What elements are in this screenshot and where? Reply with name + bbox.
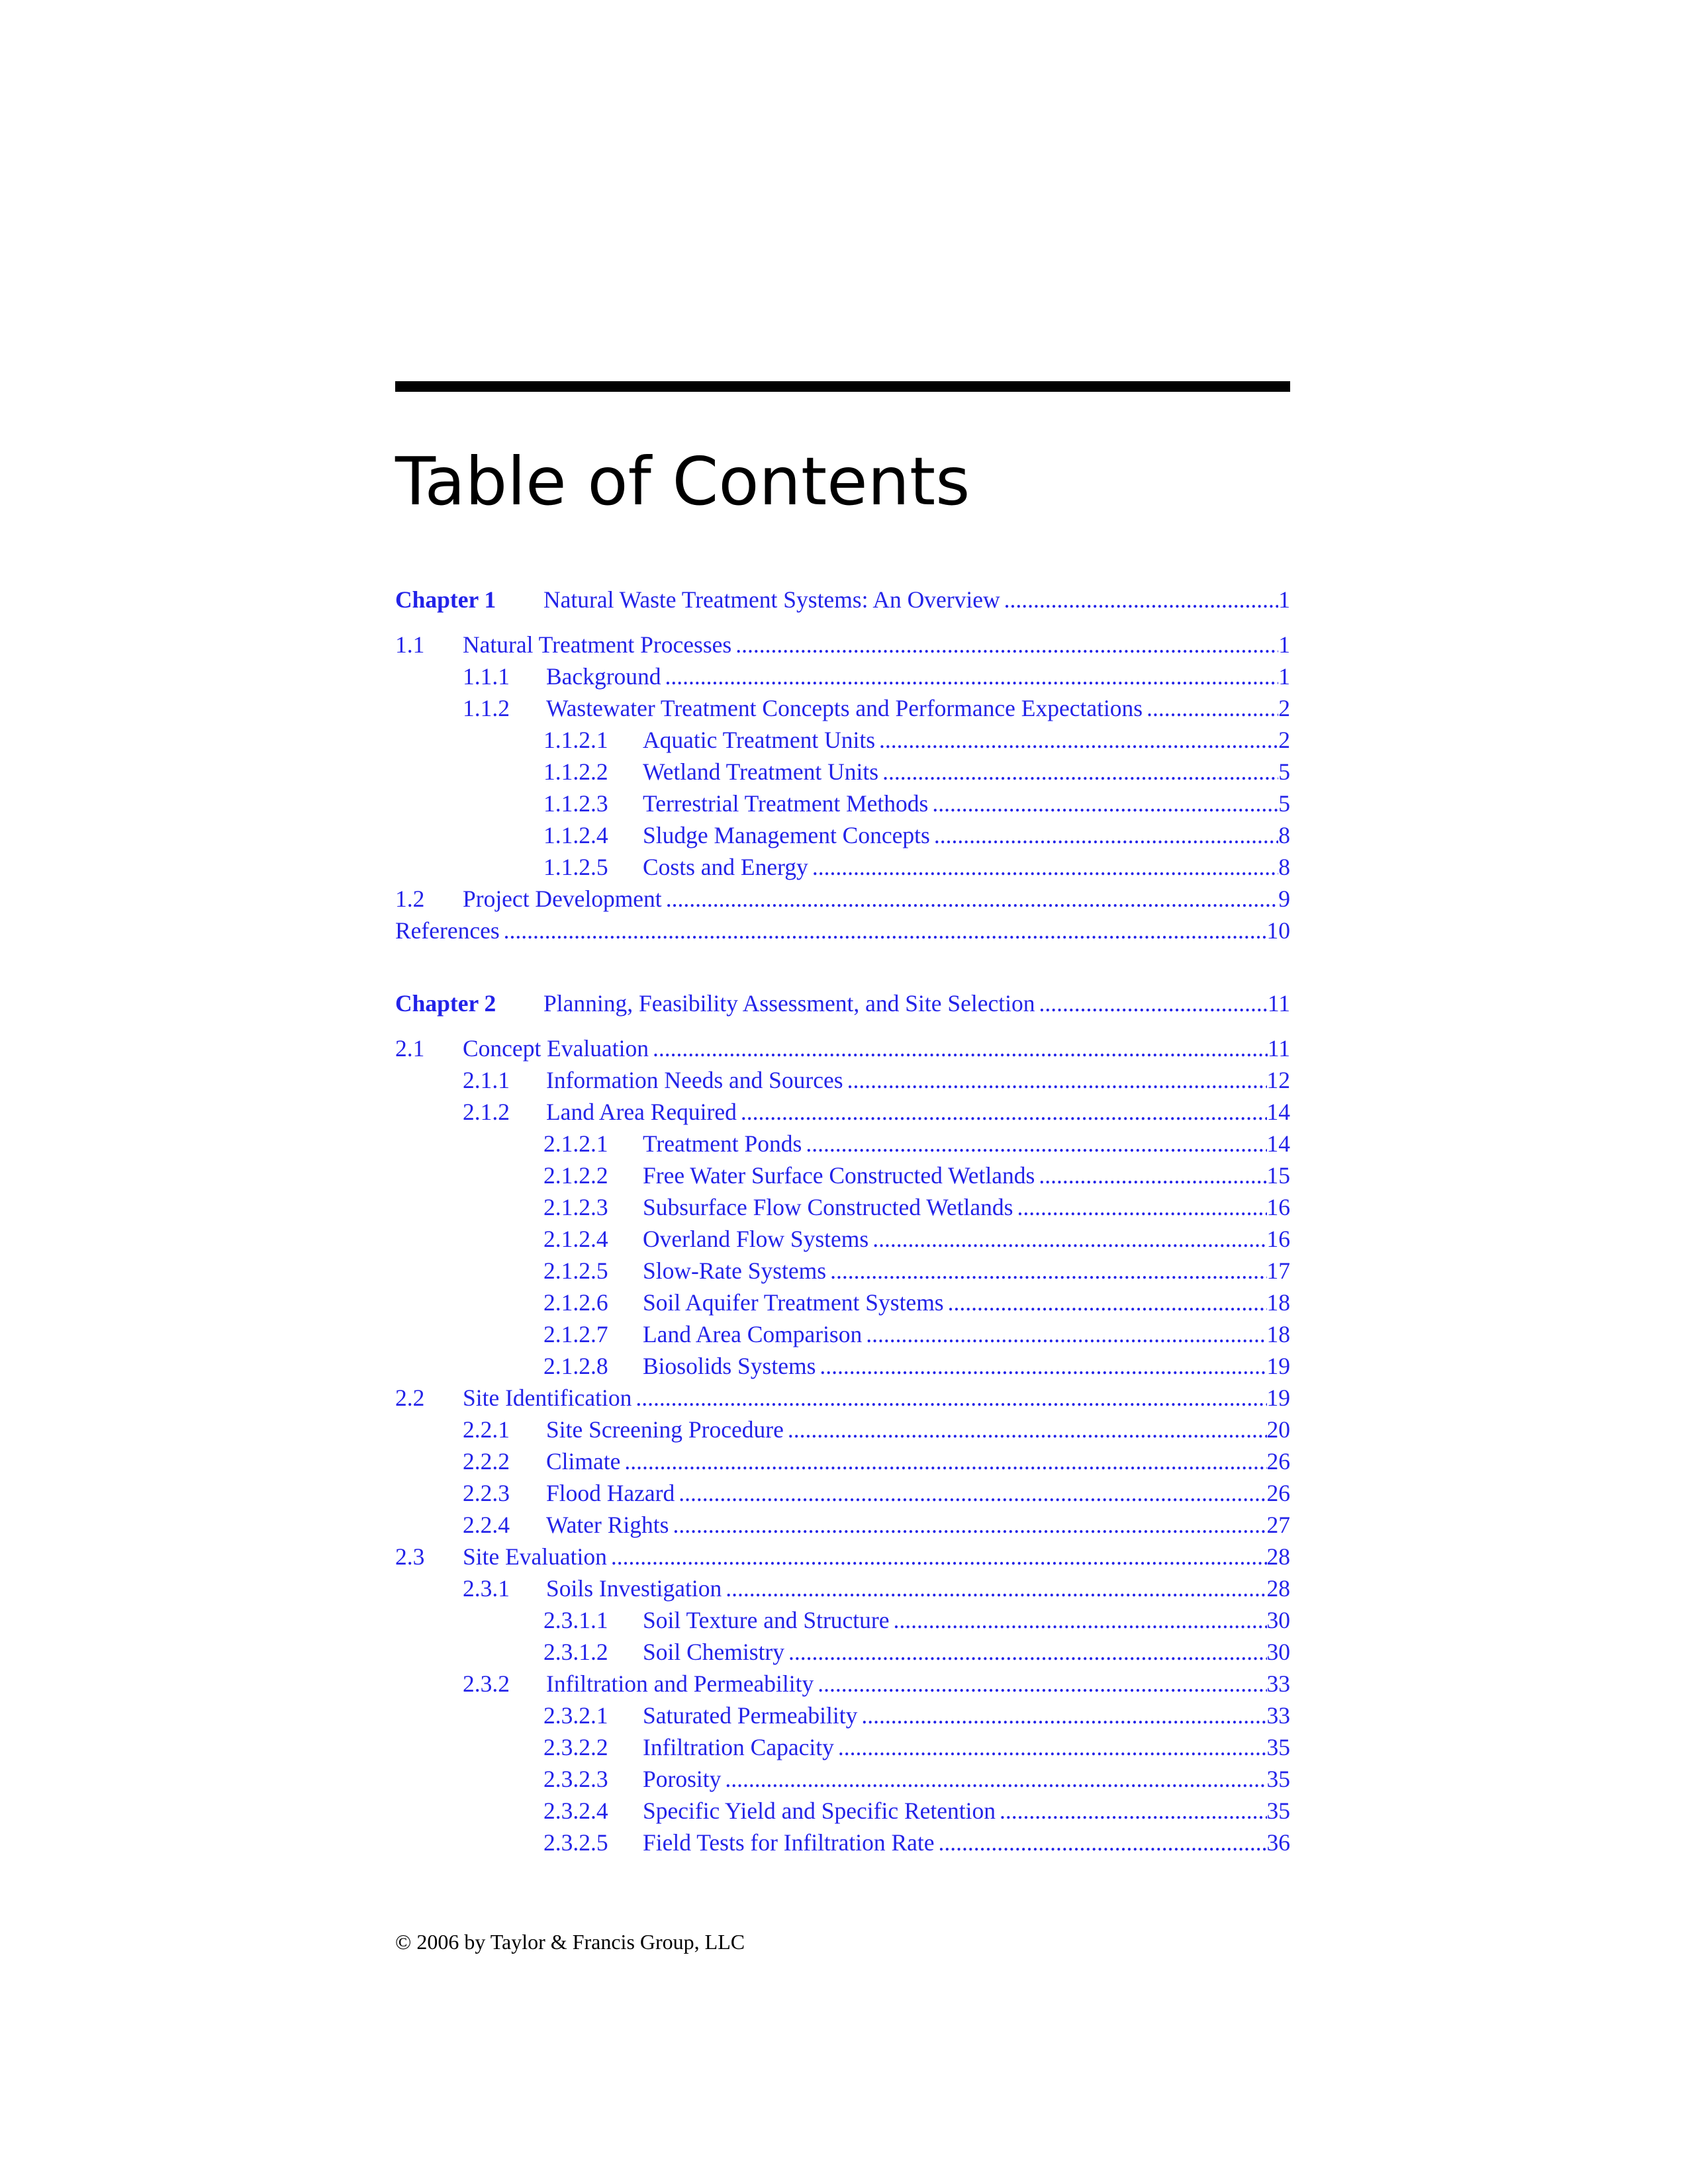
toc-entry-1-1-2-1[interactable] <box>543 724 1290 756</box>
toc-entry-2-3-2-5[interactable] <box>543 1827 1290 1858</box>
toc-label: Soil Texture and Structure <box>643 1607 890 1633</box>
toc-entry-2-3-2-2[interactable] <box>543 1731 1290 1763</box>
toc-entry-2-3-2[interactable] <box>463 1668 1290 1700</box>
toc-page-number: 28 <box>1266 1543 1290 1570</box>
toc-page-number: 9 <box>1278 886 1290 912</box>
toc-page-number: 2 <box>1278 695 1290 721</box>
toc-page-number: 14 <box>1266 1099 1290 1125</box>
toc-entry-2-1-2-6[interactable] <box>543 1287 1290 1318</box>
toc-page-number: 26 <box>1266 1480 1290 1506</box>
toc-leader-dots <box>1004 584 1279 615</box>
toc-label: Natural Waste Treatment Systems: An Overview <box>543 586 1000 613</box>
toc-number: 2.1.2.3 <box>543 1194 608 1220</box>
toc-leader-dots <box>894 1604 1267 1636</box>
toc-entry-2-3-1-1[interactable] <box>543 1604 1290 1636</box>
toc-label: Site Identification <box>463 1385 632 1411</box>
toc-entry-2-2-2[interactable] <box>463 1445 1290 1477</box>
toc-leader-dots <box>879 724 1278 756</box>
toc-number: 2.1 <box>395 1035 425 1062</box>
toc-leader-dots <box>1039 1160 1266 1191</box>
toc-entry-1-1-2-4[interactable] <box>543 819 1290 851</box>
toc-page-number: 33 <box>1266 1670 1290 1697</box>
toc-page-number: 2 <box>1278 727 1290 753</box>
toc-label: Project Development <box>463 886 662 912</box>
toc-entry-2-3-2-3[interactable] <box>543 1763 1290 1795</box>
toc-number: 1.2 <box>395 886 425 912</box>
toc-page-number: 12 <box>1266 1067 1290 1093</box>
toc-entry-2-2-4[interactable] <box>463 1509 1290 1541</box>
toc-number: 2.1.2.2 <box>543 1162 608 1189</box>
toc-page-number: 10 <box>1266 917 1290 944</box>
toc-label: Site Screening Procedure <box>546 1416 784 1443</box>
page-title: Table of Contents <box>395 443 970 520</box>
toc-page-number: 30 <box>1266 1639 1290 1665</box>
toc-page-number: 1 <box>1278 663 1290 690</box>
toc-page-number: 16 <box>1266 1194 1290 1220</box>
toc-leader-dots <box>624 1445 1266 1477</box>
toc-leader-dots <box>830 1255 1266 1287</box>
toc-label: Saturated Permeability <box>643 1702 858 1729</box>
toc-label: References <box>395 917 500 944</box>
toc-label: Overland Flow Systems <box>643 1226 869 1252</box>
toc-entry-2-3-1[interactable] <box>463 1572 1290 1604</box>
toc-number: 1.1.2 <box>463 695 510 721</box>
toc-label: Biosolids Systems <box>643 1353 816 1379</box>
toc-entry-2-1-2-7[interactable] <box>543 1318 1290 1350</box>
toc-leader-dots <box>735 629 1278 660</box>
toc-label: Infiltration and Permeability <box>546 1670 814 1697</box>
toc-number: 2.1.2.1 <box>543 1130 608 1157</box>
toc-page-number: 26 <box>1266 1448 1290 1475</box>
toc-entry-1-1-2[interactable] <box>463 692 1290 724</box>
toc-entry-1-1-1[interactable] <box>463 660 1290 692</box>
toc-entry-2-3-1-2[interactable] <box>543 1636 1290 1668</box>
toc-leader-dots <box>788 1414 1267 1445</box>
toc-entry-2-3[interactable] <box>395 1541 1290 1572</box>
toc-number: 2.1.2.8 <box>543 1353 608 1379</box>
toc-entry-1-1-2-3[interactable] <box>543 788 1290 819</box>
toc-leader-dots <box>665 660 1279 692</box>
toc-page-number: 5 <box>1278 758 1290 785</box>
toc-label: Sludge Management Concepts <box>643 822 930 848</box>
toc-page-number: 1 <box>1278 631 1290 658</box>
toc-number: 2.3.2.2 <box>543 1734 608 1760</box>
toc-label: Wastewater Treatment Concepts and Performance Expectations <box>546 695 1143 721</box>
toc-number: 2.1.2.7 <box>543 1321 608 1347</box>
toc-page-number: 20 <box>1266 1416 1290 1443</box>
toc-number: 2.1.2.4 <box>543 1226 608 1252</box>
toc-leader-dots <box>861 1700 1266 1731</box>
toc-leader-dots <box>939 1827 1267 1858</box>
toc-leader-dots <box>820 1350 1266 1382</box>
toc-number: 2.3.2.5 <box>543 1829 608 1856</box>
toc-leader-dots <box>635 1382 1266 1414</box>
toc-leader-dots <box>666 883 1279 915</box>
toc-page-number: 30 <box>1266 1607 1290 1633</box>
toc-entry-2-1[interactable] <box>395 1032 1290 1064</box>
toc-number: 2.2.2 <box>463 1448 510 1475</box>
copyright-footer: © 2006 by Taylor & Francis Group, LLC <box>395 1930 745 1954</box>
toc-page-number: 1 <box>1278 586 1290 613</box>
toc-number: 2.1.2 <box>463 1099 510 1125</box>
toc-label: Slow-Rate Systems <box>643 1257 827 1284</box>
toc-page-number: 16 <box>1266 1226 1290 1252</box>
toc-number: 2.3.2 <box>463 1670 510 1697</box>
toc-number: 2.3.2.1 <box>543 1702 608 1729</box>
toc-number: 2.3.1.2 <box>543 1639 608 1665</box>
toc-leader-dots <box>726 1572 1266 1604</box>
top-rule <box>395 381 1290 392</box>
toc-entry-1-2[interactable] <box>395 883 1290 915</box>
toc-page-number: 11 <box>1267 990 1290 1017</box>
toc-label: Natural Treatment Processes <box>463 631 732 658</box>
toc-number: Chapter 1 <box>395 586 496 613</box>
toc-leader-dots <box>741 1096 1267 1128</box>
toc-label: Flood Hazard <box>546 1480 675 1506</box>
toc-page-number: 18 <box>1266 1289 1290 1316</box>
toc-label: Soil Chemistry <box>643 1639 785 1665</box>
toc-leader-dots <box>932 788 1278 819</box>
toc-entry-2-1-2-2[interactable] <box>543 1160 1290 1191</box>
toc-leader-dots <box>653 1032 1268 1064</box>
toc-entry-2-1-2[interactable] <box>463 1096 1290 1128</box>
toc-entry-1-1-2-5[interactable] <box>543 851 1290 883</box>
toc-leader-dots <box>673 1509 1266 1541</box>
toc-leader-dots <box>725 1763 1266 1795</box>
toc-number: Chapter 2 <box>395 990 496 1017</box>
toc-leader-dots <box>818 1668 1266 1700</box>
toc-label: Subsurface Flow Constructed Wetlands <box>643 1194 1013 1220</box>
toc-number: 1.1.2.1 <box>543 727 608 753</box>
toc-page-number: 35 <box>1266 1734 1290 1760</box>
toc-page-number: 11 <box>1267 1035 1290 1062</box>
toc-entry-1-1-2-2[interactable] <box>543 756 1290 788</box>
toc-label: Treatment Ponds <box>643 1130 802 1157</box>
toc-page-number: 14 <box>1266 1130 1290 1157</box>
toc-leader-dots <box>847 1064 1267 1096</box>
toc-entry-2-3-2-4[interactable] <box>543 1795 1290 1827</box>
toc-entry-2-1-1[interactable] <box>463 1064 1290 1096</box>
toc-leader-dots <box>1000 1795 1266 1827</box>
toc-leader-dots <box>1147 692 1278 724</box>
toc-page-number: 17 <box>1266 1257 1290 1284</box>
toc-leader-dots <box>1039 987 1268 1019</box>
toc-number: 1.1.2.4 <box>543 822 608 848</box>
toc-leader-dots <box>812 851 1278 883</box>
toc-entry-2-1-2-3[interactable] <box>543 1191 1290 1223</box>
toc-page-number: 18 <box>1266 1321 1290 1347</box>
toc-number: 1.1 <box>395 631 425 658</box>
toc-entry-2-3-2-1[interactable] <box>543 1700 1290 1731</box>
toc-leader-dots <box>838 1731 1267 1763</box>
toc-number: 1.1.2.2 <box>543 758 608 785</box>
toc-page-number: 15 <box>1266 1162 1290 1189</box>
toc-leader-dots <box>866 1318 1266 1350</box>
toc-entry-chapter-2[interactable] <box>395 987 1290 1019</box>
toc-entry-2-1-2-8[interactable] <box>543 1350 1290 1382</box>
toc-number: 2.2 <box>395 1385 425 1411</box>
toc-page-number: 5 <box>1278 790 1290 817</box>
toc-number: 2.1.2.6 <box>543 1289 608 1316</box>
toc-label: Free Water Surface Constructed Wetlands <box>643 1162 1035 1189</box>
toc-leader-dots <box>679 1477 1266 1509</box>
toc-number: 2.3 <box>395 1543 425 1570</box>
toc-number: 2.3.1 <box>463 1575 510 1602</box>
toc-label: Soils Investigation <box>546 1575 722 1602</box>
toc-number: 2.2.1 <box>463 1416 510 1443</box>
toc-entry-2-1-2-4[interactable] <box>543 1223 1290 1255</box>
toc-leader-dots <box>1017 1191 1266 1223</box>
toc-number: 2.3.2.4 <box>543 1797 608 1824</box>
toc-page-number: 28 <box>1266 1575 1290 1602</box>
toc-page-number: 36 <box>1266 1829 1290 1856</box>
toc-leader-dots <box>611 1541 1267 1572</box>
toc-label: Concept Evaluation <box>463 1035 649 1062</box>
toc-number: 1.1.2.3 <box>543 790 608 817</box>
toc-entry-chapter-1[interactable] <box>395 584 1290 615</box>
toc-entry-2-1-2-1[interactable] <box>543 1128 1290 1160</box>
toc-label: Aquatic Treatment Units <box>643 727 876 753</box>
toc-entry-references[interactable] <box>395 915 1290 946</box>
toc-page-number: 8 <box>1278 822 1290 848</box>
toc-number: 2.3.1.1 <box>543 1607 608 1633</box>
toc-leader-dots <box>806 1128 1266 1160</box>
toc-label: Field Tests for Infiltration Rate <box>643 1829 935 1856</box>
toc-leader-dots <box>948 1287 1267 1318</box>
toc-label: Soil Aquifer Treatment Systems <box>643 1289 944 1316</box>
toc-leader-dots <box>882 756 1278 788</box>
toc-page-number: 19 <box>1266 1385 1290 1411</box>
toc-entry-2-2-3[interactable] <box>463 1477 1290 1509</box>
toc-entry-2-2[interactable] <box>395 1382 1290 1414</box>
toc-label: Water Rights <box>546 1512 669 1538</box>
toc-label: Wetland Treatment Units <box>643 758 879 785</box>
toc-entry-2-1-2-5[interactable] <box>543 1255 1290 1287</box>
toc-label: Background <box>546 663 661 690</box>
toc-page-number: 19 <box>1266 1353 1290 1379</box>
toc-leader-dots <box>872 1223 1266 1255</box>
toc-leader-dots <box>934 819 1278 851</box>
toc-label: Terrestrial Treatment Methods <box>643 790 929 817</box>
toc-number: 2.2.3 <box>463 1480 510 1506</box>
toc-number: 2.3.2.3 <box>543 1766 608 1792</box>
toc-page-number: 35 <box>1266 1766 1290 1792</box>
toc-page-number: 33 <box>1266 1702 1290 1729</box>
toc-label: Information Needs and Sources <box>546 1067 843 1093</box>
toc-leader-dots <box>504 915 1267 946</box>
toc-label: Costs and Energy <box>643 854 808 880</box>
toc-label: Site Evaluation <box>463 1543 607 1570</box>
toc-label: Porosity <box>643 1766 722 1792</box>
toc-number: 2.1.2.5 <box>543 1257 608 1284</box>
toc-label: Land Area Required <box>546 1099 737 1125</box>
toc-number: 2.2.4 <box>463 1512 510 1538</box>
toc-label: Infiltration Capacity <box>643 1734 834 1760</box>
toc-label: Land Area Comparison <box>643 1321 863 1347</box>
toc-page-number: 27 <box>1266 1512 1290 1538</box>
toc-number: 1.1.2.5 <box>543 854 608 880</box>
toc-number: 2.1.1 <box>463 1067 510 1093</box>
toc-number: 1.1.1 <box>463 663 510 690</box>
toc-entry-2-2-1[interactable] <box>463 1414 1290 1445</box>
toc-page-number: 35 <box>1266 1797 1290 1824</box>
toc-entry-1-1[interactable] <box>395 629 1290 660</box>
toc-leader-dots <box>788 1636 1266 1668</box>
toc-label: Climate <box>546 1448 621 1475</box>
toc-label: Specific Yield and Specific Retention <box>643 1797 996 1824</box>
toc-page-number: 8 <box>1278 854 1290 880</box>
toc-label: Planning, Feasibility Assessment, and Site Selection <box>543 990 1035 1017</box>
